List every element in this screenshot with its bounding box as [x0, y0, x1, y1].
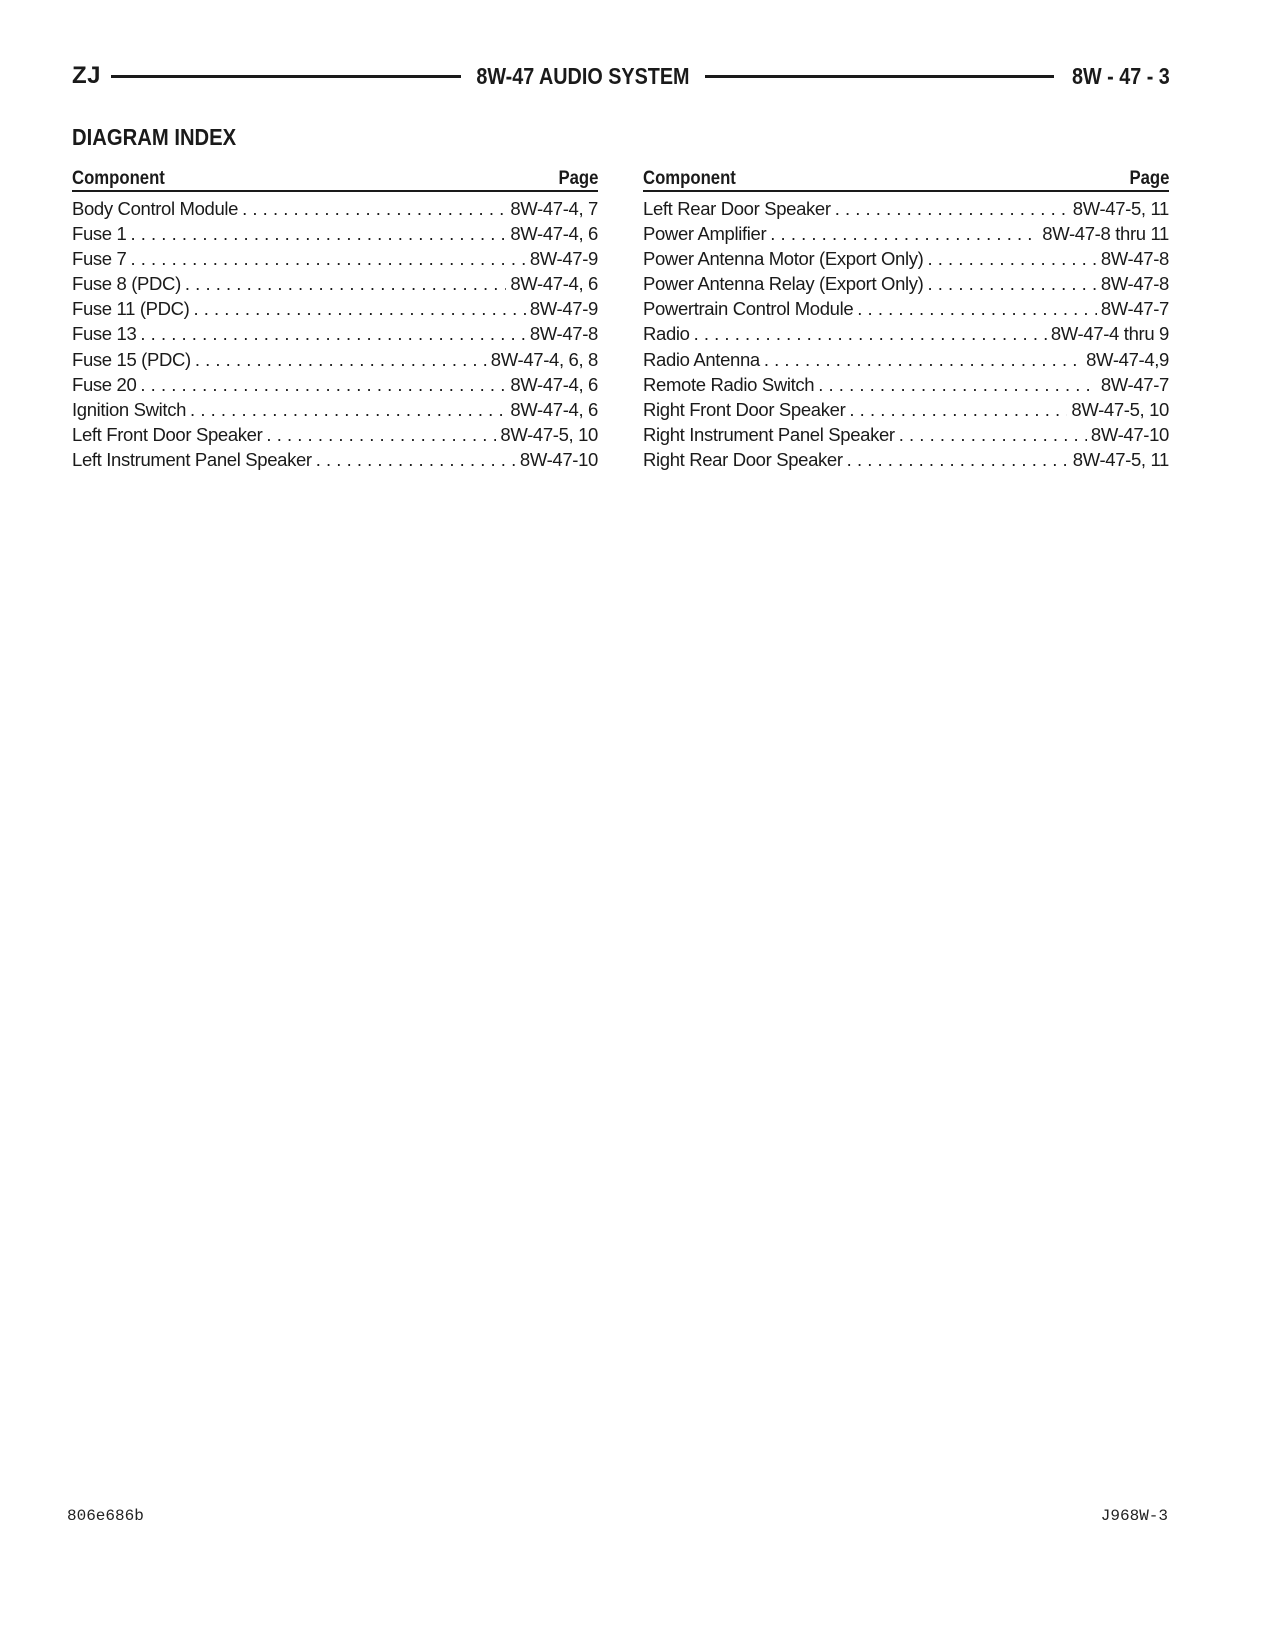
- index-row: [643, 271, 1169, 296]
- index-header-left: [72, 160, 598, 192]
- dot-leader: [835, 196, 1069, 221]
- dot-leader: [266, 422, 496, 447]
- dot-leader: [764, 347, 1082, 372]
- index-row: [72, 447, 598, 472]
- index-list-right: [643, 192, 1169, 472]
- component-name: Fuse 1: [72, 223, 127, 245]
- component-name: Power Antenna Relay (Export Only): [643, 273, 924, 295]
- index-row: [643, 422, 1169, 447]
- dot-leader: [130, 221, 506, 246]
- column-header-page: Page: [558, 168, 598, 189]
- header-rule-right: [705, 75, 1055, 78]
- page-reference: 8W-47-4, 7: [510, 198, 598, 219]
- dot-leader: [316, 447, 516, 472]
- component-name: Fuse 8 (PDC): [72, 273, 181, 295]
- page-reference: 8W-47-5, 11: [1072, 198, 1169, 219]
- index-row: [72, 321, 598, 346]
- component-name: Body Control Module: [72, 198, 239, 219]
- component-name: Radio: [643, 323, 690, 345]
- image-code: 806e686b: [67, 1507, 144, 1525]
- index-row: [643, 397, 1169, 422]
- dot-leader: [849, 397, 1067, 422]
- page-reference: 8W-47-4, 6, 8: [490, 348, 598, 370]
- index-row: [643, 246, 1169, 271]
- component-name: Fuse 7: [72, 248, 127, 270]
- index-row: [72, 221, 598, 246]
- page-reference: 8W-47-7: [1100, 298, 1169, 320]
- index-row: [72, 347, 598, 372]
- index-column-left: [72, 160, 598, 472]
- dot-leader: [847, 447, 1069, 472]
- index-row: [643, 347, 1169, 372]
- section-title: 8W-47 AUDIO SYSTEM: [476, 62, 690, 89]
- column-header-component: Component: [643, 168, 736, 189]
- component-name: Remote Radio Switch: [643, 373, 815, 395]
- index-row: [643, 296, 1169, 321]
- component-name: Radio Antenna: [643, 348, 760, 370]
- dot-leader: [130, 246, 525, 271]
- index-list-left: [72, 192, 598, 472]
- page-reference: 8W-47-4,9: [1086, 348, 1169, 370]
- dot-leader: [185, 271, 506, 296]
- dot-leader: [195, 347, 487, 372]
- page-reference: 8W-47-4 thru 9: [1050, 323, 1169, 345]
- component-name: Ignition Switch: [72, 398, 187, 420]
- page-reference: 8W-47-8: [1100, 273, 1169, 295]
- page-reference: 8W-47-9: [529, 248, 598, 270]
- index-column-right: [643, 160, 1169, 472]
- page-reference: 8W-47-5, 10: [500, 423, 598, 445]
- index-row: [72, 422, 598, 447]
- component-name: Fuse 15 (PDC): [72, 348, 191, 370]
- index-row: [72, 271, 598, 296]
- running-header: [72, 58, 1170, 94]
- component-name: Powertrain Control Module: [643, 298, 854, 320]
- component-name: Right Instrument Panel Speaker: [643, 423, 895, 445]
- component-name: Left Rear Door Speaker: [643, 198, 831, 219]
- component-name: Left Front Door Speaker: [72, 423, 263, 445]
- dot-leader: [140, 372, 506, 397]
- page-reference: 8W-47-4, 6: [510, 398, 598, 420]
- page-reference: 8W-47-4, 6: [510, 273, 598, 295]
- dot-leader: [770, 221, 1038, 246]
- page-reference: 8W-47-9: [529, 298, 598, 320]
- page-reference: 8W-47-10: [519, 448, 598, 470]
- index-row: [72, 196, 598, 221]
- component-name: Right Front Door Speaker: [643, 398, 846, 420]
- diagram-index-title: DIAGRAM INDEX: [72, 124, 237, 150]
- index-row: [72, 246, 598, 271]
- dot-leader: [818, 372, 1097, 397]
- index-row: [643, 321, 1169, 346]
- dot-leader: [140, 321, 525, 346]
- index-row: [643, 196, 1169, 221]
- page-number: 8W - 47 - 3: [1072, 62, 1171, 89]
- page-reference: 8W-47-8: [529, 323, 598, 345]
- index-row: [72, 397, 598, 422]
- dot-leader: [899, 422, 1087, 447]
- component-name: Fuse 13: [72, 323, 137, 345]
- header-rule-left: [111, 75, 461, 78]
- page-reference: 8W-47-7: [1100, 373, 1169, 395]
- page-reference: 8W-47-8: [1100, 248, 1169, 270]
- index-row: [72, 372, 598, 397]
- page-reference: 8W-47-8 thru 11: [1042, 223, 1169, 245]
- dot-leader: [927, 271, 1096, 296]
- column-header-component: Component: [72, 168, 165, 189]
- component-name: Fuse 20: [72, 373, 137, 395]
- index-row: [72, 296, 598, 321]
- component-name: Right Rear Door Speaker: [643, 448, 843, 470]
- model-code: ZJ: [72, 62, 102, 89]
- page-reference: 8W-47-5, 11: [1072, 448, 1169, 470]
- dot-leader: [193, 296, 525, 321]
- page-reference: 8W-47-10: [1090, 423, 1169, 445]
- component-name: Fuse 11 (PDC): [72, 298, 190, 320]
- component-name: Left Instrument Panel Speaker: [72, 448, 312, 470]
- page-reference: 8W-47-5, 10: [1071, 398, 1169, 420]
- page-reference: 8W-47-4, 6: [510, 373, 598, 395]
- dot-leader: [190, 397, 506, 422]
- component-name: Power Antenna Motor (Export Only): [643, 248, 924, 270]
- column-header-page: Page: [1129, 168, 1169, 189]
- dot-leader: [857, 296, 1097, 321]
- index-header-right: [643, 160, 1169, 192]
- page-reference: 8W-47-4, 6: [510, 223, 598, 245]
- component-name: Power Amplifier: [643, 223, 767, 245]
- index-row: [643, 447, 1169, 472]
- figure-code: J968W-3: [1100, 1507, 1168, 1525]
- index-row: [643, 221, 1169, 246]
- index-row: [643, 372, 1169, 397]
- dot-leader: [242, 196, 506, 221]
- dot-leader: [927, 246, 1096, 271]
- dot-leader: [694, 321, 1047, 346]
